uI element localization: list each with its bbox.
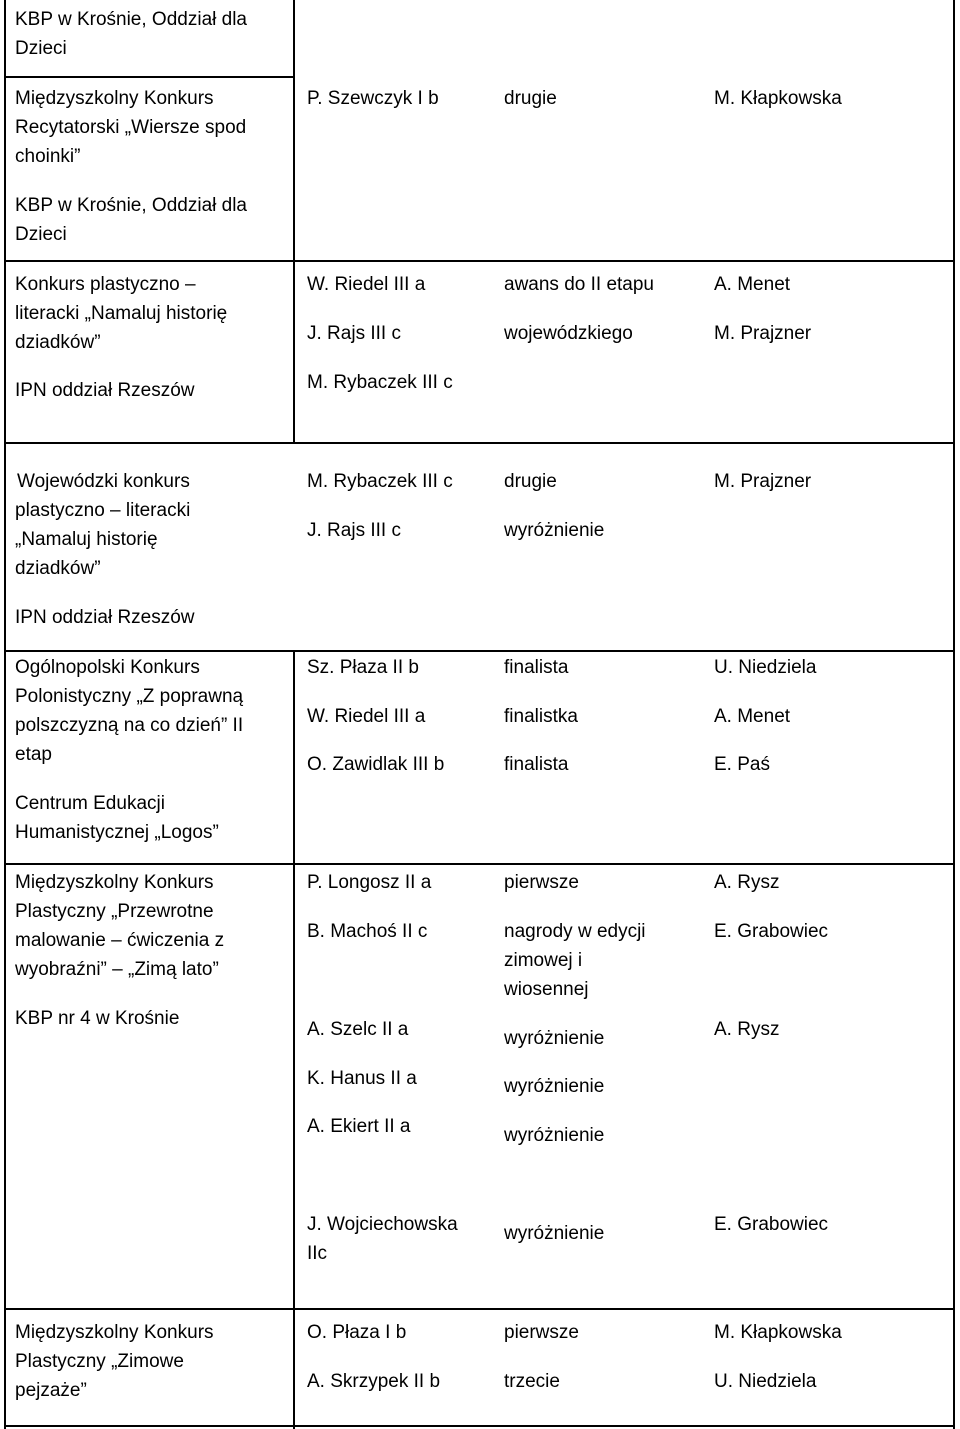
student-name: J. Wojciechowska xyxy=(307,1214,458,1235)
competition-line: pejzaże” xyxy=(15,1380,87,1401)
competition-line: malowanie – ćwiczenia z xyxy=(15,930,225,951)
competition-line: etap xyxy=(15,744,52,765)
table-border-right xyxy=(953,0,955,1429)
student-name: A. Ekiert II a xyxy=(307,1116,411,1137)
result: wiosennej xyxy=(504,979,589,1000)
result: awans do II etapu xyxy=(504,274,654,295)
competition-line: Plastyczny „Przewrotne xyxy=(15,901,214,922)
result: nagrody w edycji xyxy=(504,921,646,942)
result: wyróżnienie xyxy=(504,1076,605,1097)
competition-line: plastyczno – literacki xyxy=(15,500,191,521)
result: finalista xyxy=(504,657,569,678)
table-border-left xyxy=(4,0,6,1429)
competition-line: Centrum Edukacji xyxy=(15,793,165,814)
competition-line: literacki „Namaluj historię xyxy=(15,303,228,324)
result: finalistka xyxy=(504,706,578,727)
teacher-name: M. Kłapkowska xyxy=(714,1322,842,1343)
competition-line: choinki” xyxy=(15,146,81,167)
row-divider xyxy=(4,863,955,865)
table-border-bottom xyxy=(4,1425,955,1427)
result: drugie xyxy=(504,471,557,492)
competition-line: Międzyszkolny Konkurs xyxy=(15,88,214,109)
student-name: J. Rajs III c xyxy=(307,323,401,344)
teacher-name: E. Paś xyxy=(714,754,770,775)
student-name: J. Rajs III c xyxy=(307,520,401,541)
teacher-name: E. Grabowiec xyxy=(714,921,829,942)
competition-line: Dzieci xyxy=(15,224,67,245)
teacher-name: M. Prajzner xyxy=(714,323,812,344)
teacher-name: U. Niedziela xyxy=(714,1371,817,1392)
result: drugie xyxy=(504,88,557,109)
competition-line: KBP nr 4 w Krośnie xyxy=(15,1008,180,1029)
competition-line: Wojewódzki konkurs xyxy=(17,471,190,492)
student-name: Sz. Płaza II b xyxy=(307,657,419,678)
teacher-name: A. Rysz xyxy=(714,872,780,893)
student-name: M. Rybaczek III c xyxy=(307,372,453,393)
competition-line: „Namaluj historię xyxy=(15,529,158,550)
teacher-name: A. Rysz xyxy=(714,1019,780,1040)
row-divider xyxy=(4,442,955,444)
student-name: M. Rybaczek III c xyxy=(307,471,453,492)
result: wojewódzkiego xyxy=(504,323,633,344)
competition-line: KBP w Krośnie, Oddział dla xyxy=(15,9,247,30)
student-name: A. Skrzypek II b xyxy=(307,1371,441,1392)
column-divider xyxy=(293,650,295,1429)
student-name: A. Szelc II a xyxy=(307,1019,409,1040)
student-name: B. Machoś II c xyxy=(307,921,428,942)
competition-line: dziadków” xyxy=(15,558,101,579)
student-name: W. Riedel III a xyxy=(307,706,426,727)
competition-line: Międzyszkolny Konkurs xyxy=(15,1322,214,1343)
student-name: W. Riedel III a xyxy=(307,274,426,295)
row-divider xyxy=(4,1308,955,1310)
result: zimowej i xyxy=(504,950,583,971)
result: pierwsze xyxy=(504,872,579,893)
competition-line: Ogólnopolski Konkurs xyxy=(15,657,200,678)
competition-line: Plastyczny „Zimowe xyxy=(15,1351,184,1372)
competition-line: Humanistycznej „Logos” xyxy=(15,822,219,843)
teacher-name: E. Grabowiec xyxy=(714,1214,829,1235)
student-name: IIc xyxy=(307,1243,328,1264)
row-divider xyxy=(4,260,955,262)
column-divider xyxy=(293,0,295,442)
competition-line: dziadków” xyxy=(15,332,101,353)
teacher-name: M. Prajzner xyxy=(714,471,812,492)
student-name: P. Longosz II a xyxy=(307,872,432,893)
student-name: K. Hanus II a xyxy=(307,1068,417,1089)
competition-line: Dzieci xyxy=(15,38,67,59)
teacher-name: U. Niedziela xyxy=(714,657,817,678)
row-divider xyxy=(4,650,955,652)
result: wyróżnienie xyxy=(504,1125,605,1146)
competition-line: wyobraźni” – „Zimą lato” xyxy=(15,959,219,980)
result: finalista xyxy=(504,754,569,775)
student-name: O. Płaza I b xyxy=(307,1322,407,1343)
result: wyróżnienie xyxy=(504,1223,605,1244)
student-name: O. Zawidlak III b xyxy=(307,754,445,775)
teacher-name: M. Kłapkowska xyxy=(714,88,842,109)
competition-line: KBP w Krośnie, Oddział dla xyxy=(15,195,247,216)
result: trzecie xyxy=(504,1371,560,1392)
result: wyróżnienie xyxy=(504,1028,605,1049)
result: pierwsze xyxy=(504,1322,579,1343)
competition-line: Konkurs plastyczno – xyxy=(15,274,196,295)
competition-line: IPN oddział Rzeszów xyxy=(15,607,195,628)
student-name: P. Szewczyk I b xyxy=(307,88,439,109)
teacher-name: A. Menet xyxy=(714,274,791,295)
teacher-name: A. Menet xyxy=(714,706,791,727)
competition-line: polszczyzną na co dzień” II xyxy=(15,715,244,736)
competition-line: IPN oddział Rzeszów xyxy=(15,380,195,401)
competition-line: Polonistyczny „Z poprawną xyxy=(15,686,244,707)
result: wyróżnienie xyxy=(504,520,605,541)
row-divider xyxy=(4,76,295,78)
competition-line: Recytatorski „Wiersze spod xyxy=(15,117,247,138)
competition-line: Międzyszkolny Konkurs xyxy=(15,872,214,893)
